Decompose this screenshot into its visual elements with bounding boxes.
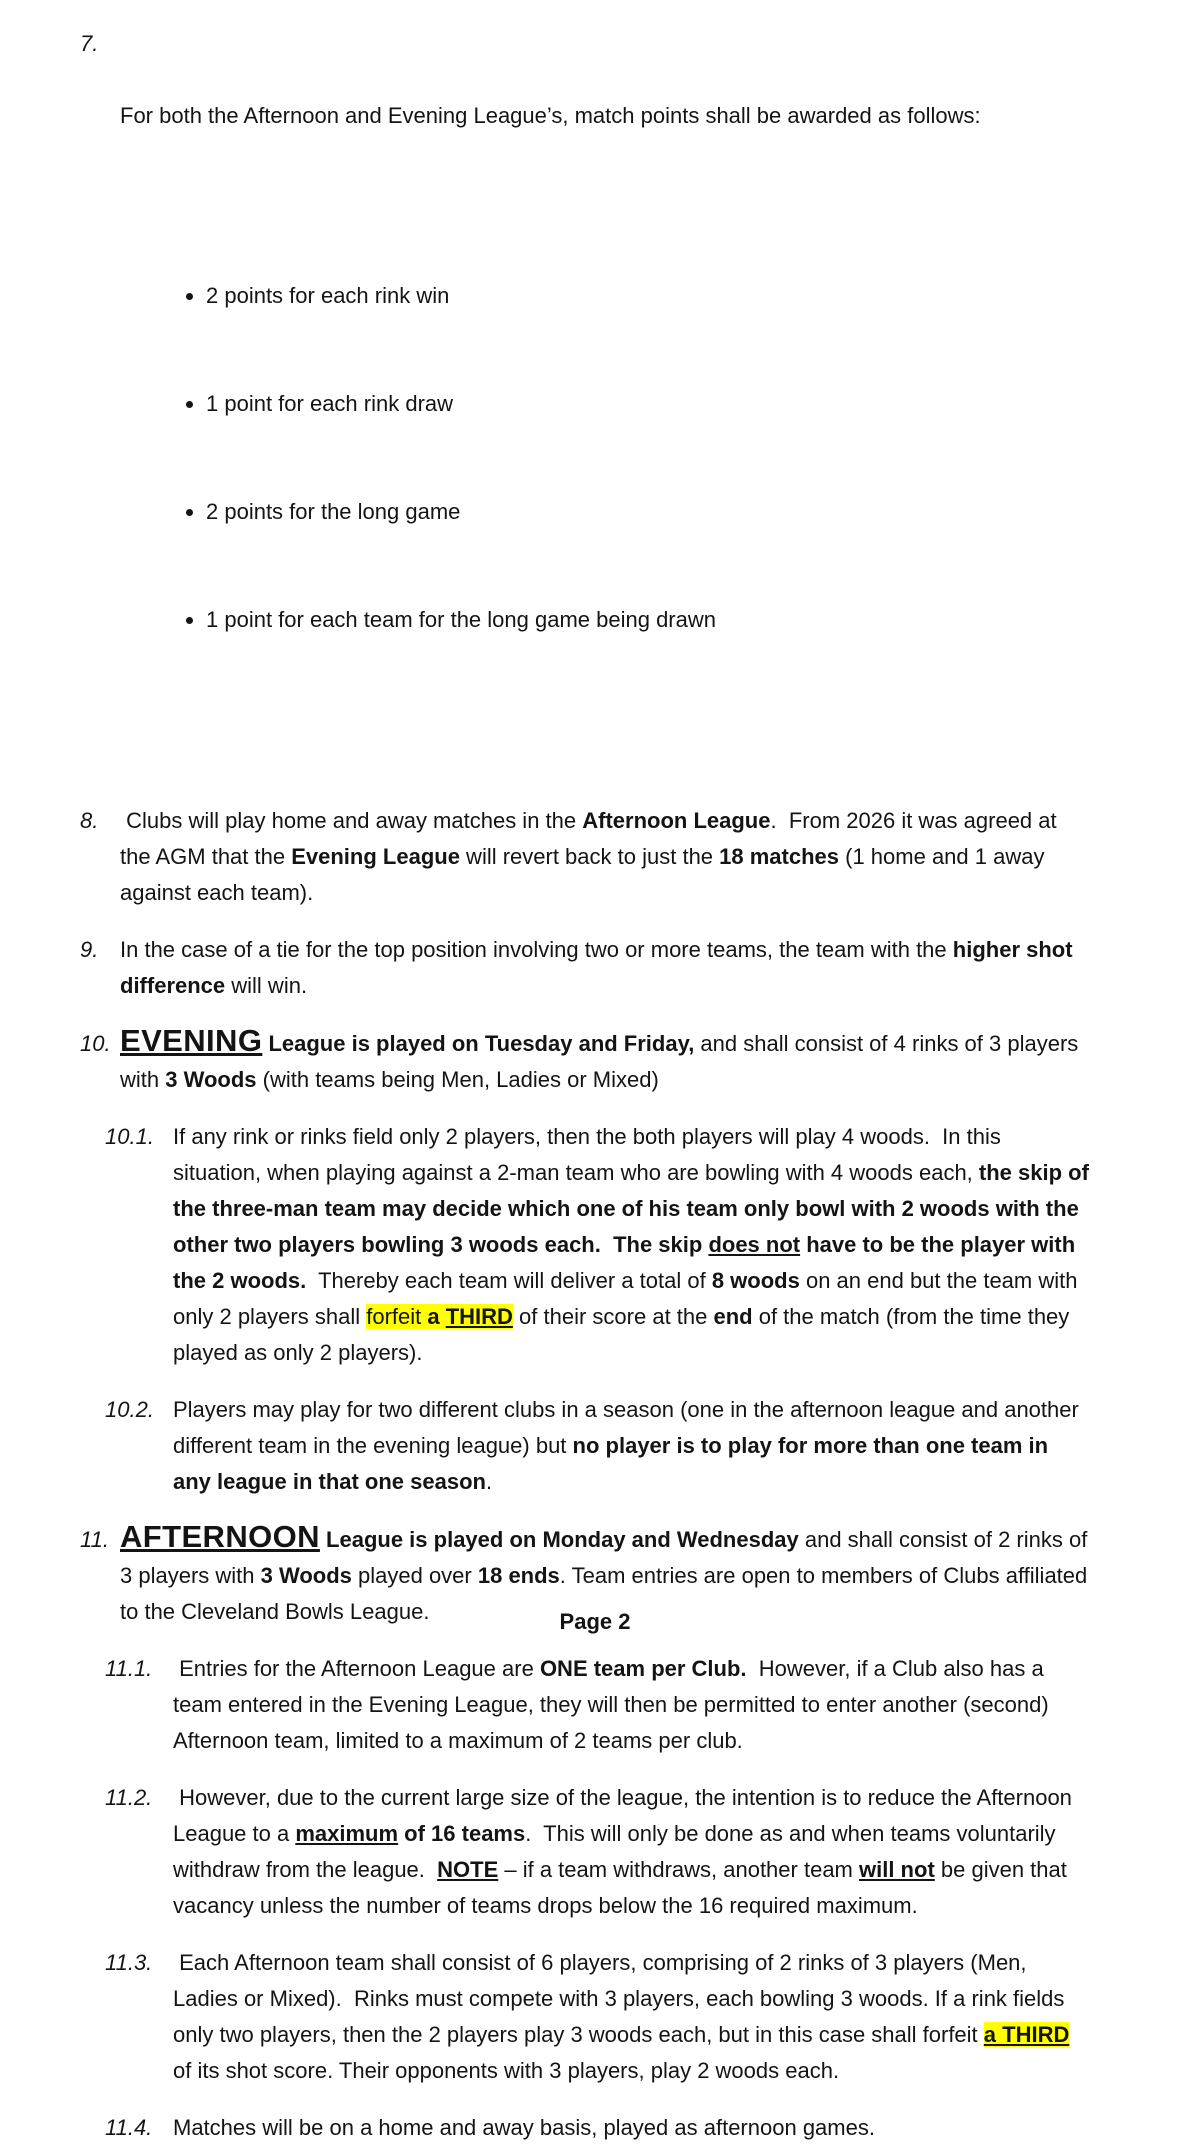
- bullet-item: • 2 points for the long game: [206, 494, 1092, 530]
- text-run: Matches will be on a home and away basis, played as afternoon games.: [173, 2115, 875, 2140]
- rule-item-11-3: [105, 1945, 1092, 2089]
- text-run: on an end but the team with only 2 players shall: [173, 1268, 1084, 1329]
- rule-item-10-1: [105, 1119, 1096, 1371]
- text-run: – if a team withdraws, another team: [498, 1857, 859, 1882]
- item-number: 10.: [80, 1031, 111, 1056]
- text-run: In the case of a tie for the top position involving two or more teams, the team with the: [120, 937, 953, 962]
- bullet-item: • 1 point for each rink draw: [206, 386, 1092, 422]
- rule-item-11-4: [105, 2110, 1092, 2146]
- bullet-item: • 2 points for each rink win: [206, 278, 1092, 314]
- text-run: 18 ends: [477, 1563, 560, 1588]
- item-number: 9.: [80, 937, 99, 962]
- text-run: of the match (from the time they played as only 2 players).: [173, 1304, 1076, 1365]
- bullet-item: • 1 point for each team for the long game being drawn: [206, 602, 1092, 638]
- item-number: 11.1.: [105, 1656, 153, 1681]
- item-number: 7.: [80, 31, 99, 56]
- rule-item-9: [80, 932, 1092, 1004]
- rule-item-11-2: [105, 1780, 1092, 1924]
- item-text: [120, 1025, 1092, 1098]
- rule-item-10-2: [105, 1392, 1092, 1500]
- text-run: League is played on Monday and Wednesday: [319, 1527, 799, 1552]
- text-run: THIRD: [445, 1304, 513, 1329]
- text-run: Afternoon League: [582, 808, 771, 833]
- text-run: and shall consist of 2 rinks of 3 players with: [120, 1527, 1094, 1588]
- text-run: NOTE: [437, 1857, 499, 1882]
- item-text: [173, 1780, 1092, 1924]
- page-number: Page 2: [559, 1609, 631, 1634]
- text-run: end: [713, 1304, 753, 1329]
- text-run: Thereby each team will deliver a total of: [306, 1268, 712, 1293]
- text-run: forfeit: [366, 1304, 428, 1329]
- item-number: 11.4.: [105, 2115, 153, 2140]
- text-run: and shall consist of 4 rinks of 3 players with: [120, 1031, 1085, 1092]
- text-run: Evening League: [291, 844, 460, 869]
- text-run: . Team entries are open to members of Clubs affiliated to the Cleveland Bowls League.: [120, 1563, 1094, 1624]
- text-run: the skip of the three-man team may decide which one of his team only bowl with 2 woods with the other two players bowling 3 woods each. The skip: [173, 1160, 1096, 1257]
- item-text: [120, 932, 1092, 1004]
- rule-item-11-1: [105, 1651, 1092, 1759]
- item-text: [173, 2110, 1092, 2146]
- item-text: [173, 1392, 1092, 1500]
- text-run: Clubs will play home and away matches in the: [120, 808, 583, 833]
- item-text-wrap: [120, 26, 1092, 782]
- text-run: However, if a Club also has a team entered in the Evening League, they will then be permitted to enter another (second) Afternoon team, limited to a maximum of 2 teams per club.: [173, 1656, 1063, 1753]
- text-run: will win.: [225, 973, 308, 998]
- text-run: AFTERNOON: [120, 1519, 320, 1554]
- text-run: 3 Woods: [165, 1067, 257, 1092]
- text-run: played over: [351, 1563, 478, 1588]
- item-text: [120, 803, 1092, 911]
- text-run: no player is to play for more than one team in any league in that one season: [173, 1433, 1055, 1494]
- text-run: .: [485, 1469, 493, 1494]
- text-run: 8 woods: [711, 1268, 800, 1293]
- page-footer: [0, 1609, 1190, 1635]
- text-run: a: [427, 1304, 446, 1329]
- rule-item-8: [80, 803, 1092, 911]
- text-run: League is played on Tuesday and Friday,: [262, 1031, 695, 1056]
- text-run: will revert back to just the: [459, 844, 720, 869]
- text-run: of its shot score. Their opponents with 3 players, play 2 woods each.: [173, 2022, 1076, 2083]
- item-number: 10.2.: [105, 1397, 154, 1422]
- text-run: However, due to the current large size of the league, the intention is to reduce the Afternoon League to a: [173, 1785, 1079, 1846]
- text-run: (1 home and 1 away against each team).: [120, 844, 1051, 905]
- rule-item-7: [80, 26, 1092, 782]
- text-run: . From 2026 it was agreed at the AGM that the: [120, 808, 1063, 869]
- text-run: higher shot difference: [120, 937, 1079, 998]
- text-run: EVENING: [120, 1023, 263, 1058]
- text-run: maximum: [295, 1821, 399, 1846]
- item-text: [173, 1945, 1092, 2089]
- item-number: 11.: [80, 1527, 109, 1552]
- text-run: Entries for the Afternoon League are: [173, 1656, 540, 1681]
- text-run: Each Afternoon team shall consist of 6 players, comprising of 2 rinks of 3 players (Men, Ladies or Mixed). Rinks must compete with 3 players, each bowling 3 woods. If a rink fields only two players, then the 2 players play 3 woods each, but in this case shall forfeit: [173, 1950, 1071, 2047]
- text-run: . This will only be done as and when teams voluntarily withdraw from the league.: [173, 1821, 1062, 1882]
- rule-item-10: [80, 1025, 1092, 1098]
- text-run: does not: [708, 1232, 801, 1257]
- text-run: (with teams being Men, Ladies or Mixed): [256, 1067, 659, 1092]
- text-run: will not: [859, 1857, 935, 1882]
- text-run: 18 matches: [719, 844, 840, 869]
- text-run: have to be the player with the 2 woods.: [173, 1232, 1082, 1293]
- text-run: a THIRD: [983, 2022, 1070, 2047]
- item-number: 10.1.: [105, 1124, 154, 1149]
- text-run: For both the Afternoon and Evening League’s, match points shall be awarded as follows:: [120, 103, 981, 128]
- text-run: be given that vacancy unless the number of teams drops below the 16 required maximum.: [173, 1857, 1073, 1918]
- text-run: If any rink or rinks field only 2 players, then the both players will play 4 woods. In this situation, when playing against a 2-man team who are bowling with 4 woods each,: [173, 1124, 1007, 1185]
- bullet-list: [120, 206, 1092, 710]
- item-text: [173, 1651, 1092, 1759]
- item-text: [173, 1119, 1096, 1371]
- text-run: 3 Woods: [260, 1563, 352, 1588]
- item-number: 11.3.: [105, 1950, 153, 1975]
- item-number: 11.2.: [105, 1785, 153, 1810]
- item-text: [120, 98, 1092, 134]
- text-run: ONE team per Club.: [539, 1656, 747, 1681]
- item-number: 8.: [80, 808, 99, 833]
- text-run: of their score at the: [512, 1304, 714, 1329]
- text-run: of 16 teams: [398, 1821, 526, 1846]
- text-run: Players may play for two different clubs in a season (one in the afternoon league and another different team in the evening league) but: [173, 1397, 1085, 1458]
